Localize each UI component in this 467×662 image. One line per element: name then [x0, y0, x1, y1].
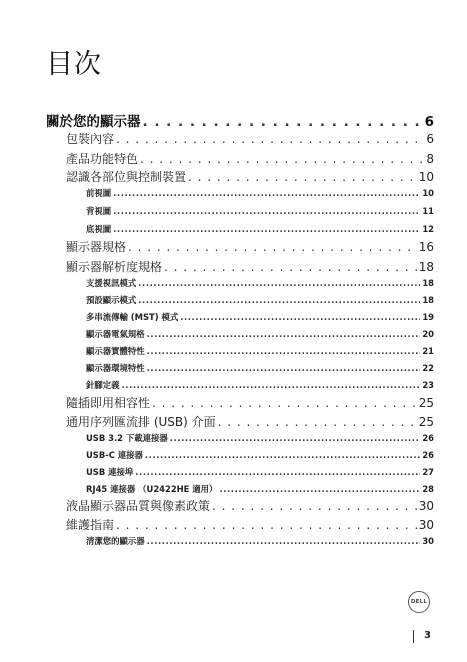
- dot-leader: [147, 363, 421, 373]
- toc-entry-label: 維護指南: [66, 518, 115, 532]
- toc-entry[interactable]: [86, 328, 434, 340]
- dot-leader: [147, 536, 421, 546]
- dot-leader: [128, 240, 417, 254]
- toc-entry-page: 23: [422, 380, 434, 390]
- dot-leader: [152, 396, 417, 410]
- toc-entry[interactable]: [86, 379, 434, 391]
- toc-entry-page: 11: [422, 206, 434, 216]
- dot-leader: [164, 260, 417, 274]
- toc-entry-label: 液晶顯示器品質與像素政策: [66, 499, 211, 513]
- dell-logo-icon: DELL: [408, 591, 430, 613]
- toc-entry[interactable]: [66, 258, 434, 275]
- toc-entry[interactable]: [86, 187, 434, 199]
- dot-leader: [113, 188, 420, 198]
- toc-entry[interactable]: [86, 223, 434, 235]
- toc-entry-page: 22: [422, 363, 434, 373]
- dot-leader: [147, 329, 421, 339]
- toc-entry-label: 多串流傳輸 (MST) 模式: [86, 312, 179, 322]
- toc-entry-label: 顯示器環境特性: [86, 363, 145, 373]
- toc-entry-label: USB 3.2 下載連接器: [86, 433, 168, 443]
- toc-entry[interactable]: [46, 110, 434, 130]
- footer-divider: [413, 630, 414, 643]
- dot-leader: [138, 295, 420, 305]
- toc-entry-page: 18: [418, 260, 434, 274]
- toc-entry-page: 25: [418, 415, 434, 429]
- dot-leader: [113, 206, 420, 216]
- dot-leader: [180, 312, 420, 322]
- toc-entry-label: RJ45 連接器 （U2422HE 適用）: [86, 484, 218, 494]
- toc-entry-page: 12: [422, 224, 434, 234]
- dot-leader: [188, 170, 417, 184]
- dot-leader: [138, 278, 420, 288]
- toc-entry[interactable]: [66, 168, 434, 185]
- toc-entry-page: 28: [422, 484, 434, 494]
- toc-entry[interactable]: [86, 432, 434, 444]
- toc-entry-page: 16: [418, 240, 434, 254]
- toc-entry-page: 18: [422, 295, 434, 305]
- toc-entry-label: 背視圖: [86, 206, 112, 216]
- dot-leader: [143, 114, 423, 130]
- toc-entry-label: 產品功能特色: [66, 152, 139, 166]
- dot-leader: [212, 499, 417, 513]
- toc-entry-page: 26: [422, 450, 434, 460]
- toc-entry-label: 通用序列匯流排 (USB) 介面: [66, 415, 216, 429]
- toc-entry-page: 25: [418, 396, 434, 410]
- toc-entry[interactable]: [66, 394, 434, 411]
- toc-entry[interactable]: [86, 466, 434, 478]
- toc-entry-page: 8: [426, 152, 434, 166]
- toc-entry[interactable]: [86, 277, 434, 289]
- toc-entry-page: 26: [422, 433, 434, 443]
- toc-entry[interactable]: [86, 449, 434, 461]
- toc-entry-label: 清潔您的顯示器: [86, 536, 145, 546]
- toc-entry-page: 20: [422, 329, 434, 339]
- toc-entry[interactable]: [66, 238, 434, 255]
- toc-entry-label: 顯示器電氣規格: [86, 329, 145, 339]
- toc-entry-label: 隨插即用相容性: [66, 396, 151, 410]
- toc-entry-label: 包裝內容: [66, 132, 115, 146]
- toc-entry-page: 30: [418, 499, 434, 513]
- dot-leader: [170, 433, 421, 443]
- dot-leader: [116, 132, 424, 146]
- toc-entry[interactable]: [86, 345, 434, 357]
- toc-entry-page: 6: [426, 132, 434, 146]
- toc-entry[interactable]: [66, 130, 434, 147]
- toc-entry[interactable]: [86, 535, 434, 547]
- toc-entry-label: 支援視訊模式: [86, 278, 137, 288]
- toc-entry-page: 6: [424, 114, 434, 130]
- toc-entry-label: 關於您的顯示器: [46, 114, 141, 130]
- toc-entry-label: 預設顯示模式: [86, 295, 137, 305]
- toc-entry-page: 19: [422, 312, 434, 322]
- dot-leader: [113, 224, 420, 234]
- page-number: 3: [424, 630, 431, 641]
- toc-entry-page: 10: [418, 170, 434, 184]
- toc-entry-page: 10: [422, 188, 434, 198]
- toc-entry-label: 顯示器實體特性: [86, 346, 145, 356]
- toc-entry-label: 顯示器解析度規格: [66, 260, 163, 274]
- toc-entry-page: 18: [422, 278, 434, 288]
- toc-entry[interactable]: [86, 362, 434, 374]
- dot-leader: [140, 152, 424, 166]
- toc-entry-label: 認識各部位與控制裝置: [66, 170, 187, 184]
- toc-entry-label: 顯示器規格: [66, 240, 127, 254]
- toc-entry[interactable]: [86, 294, 434, 306]
- toc-entry[interactable]: [66, 413, 434, 430]
- toc-entry[interactable]: [66, 516, 434, 533]
- toc-entry-label: 針腳定義: [86, 380, 120, 390]
- toc-entry-page: 21: [422, 346, 434, 356]
- dot-leader: [219, 484, 420, 494]
- page-title: 目次: [46, 49, 102, 80]
- toc-entry[interactable]: [66, 150, 434, 167]
- toc-entry[interactable]: [86, 483, 434, 495]
- toc-entry-page: 30: [418, 518, 434, 532]
- toc-entry[interactable]: [86, 205, 434, 217]
- dot-leader: [122, 380, 421, 390]
- toc-entry[interactable]: [86, 311, 434, 323]
- dot-leader: [116, 518, 417, 532]
- toc-entry-page: 30: [422, 536, 434, 546]
- dot-leader: [145, 450, 420, 460]
- toc-entry-label: USB 連接埠: [86, 467, 134, 477]
- dot-leader: [135, 467, 420, 477]
- toc-entry-label: USB-C 連接器: [86, 450, 143, 460]
- dot-leader: [218, 415, 417, 429]
- dot-leader: [147, 346, 421, 356]
- toc-entry-page: 27: [422, 467, 434, 477]
- toc-entry-label: 底視圖: [86, 224, 112, 234]
- toc-entry[interactable]: [66, 497, 434, 514]
- toc-entry-label: 前視圖: [86, 188, 112, 198]
